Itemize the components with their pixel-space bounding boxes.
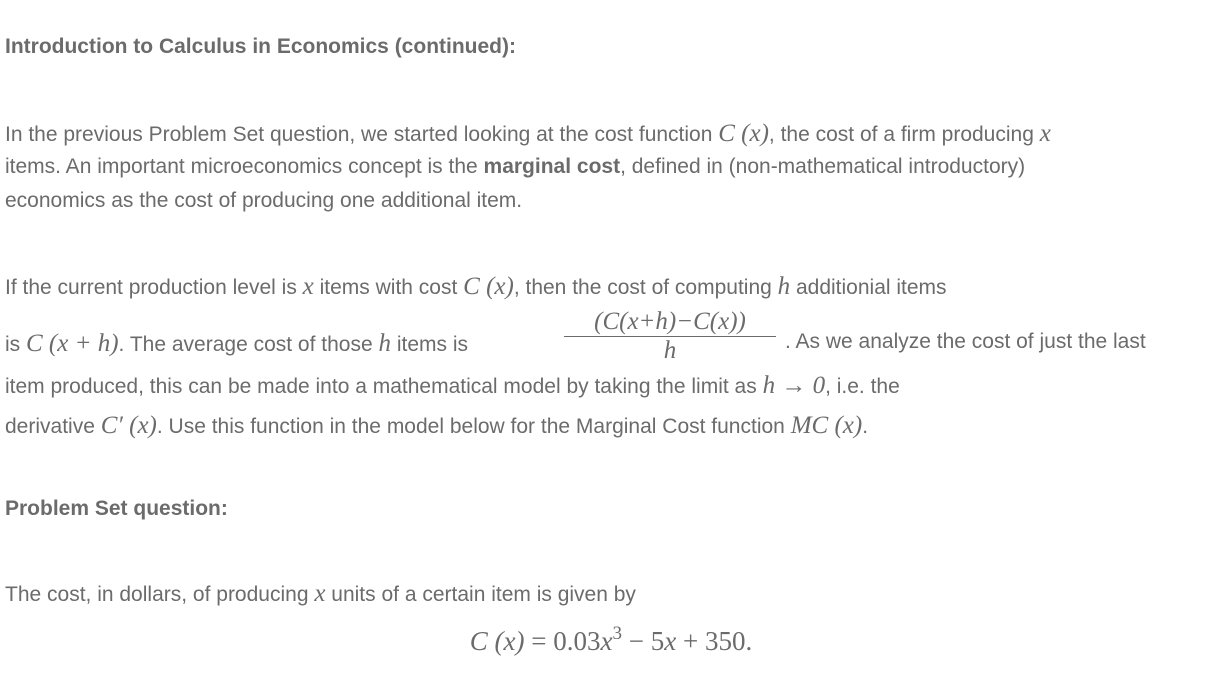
equation-eq: = 0.03 xyxy=(524,626,601,656)
math-cost-function: C (x) xyxy=(718,120,769,147)
math-derivative: C′ (x) xyxy=(100,412,157,439)
paragraph-2-line-2 xyxy=(5,331,468,356)
problem-heading: Problem Set question: xyxy=(5,497,228,520)
math-h: h xyxy=(378,330,391,357)
cost-equation xyxy=(0,623,1222,657)
text: , i.e. the xyxy=(825,375,900,398)
math-x: x xyxy=(302,273,314,300)
math-x: x xyxy=(314,580,326,607)
paragraph-2-line-4 xyxy=(5,413,868,438)
text: units of a certain item is given by xyxy=(325,583,636,606)
text: additionial items xyxy=(790,276,947,299)
equation-exponent: 3 xyxy=(612,623,622,644)
text: items is xyxy=(390,333,468,356)
paragraph-1-line-2 xyxy=(5,156,1025,177)
equation-minus: − 5 xyxy=(622,626,665,656)
math-x: x xyxy=(1039,120,1051,147)
text: . Use this function in the model below for the Marginal Cost function xyxy=(156,415,791,438)
paragraph-3-line-1 xyxy=(5,581,636,606)
paragraph-2-line-1 xyxy=(5,274,947,299)
math-cost-increment: C (x + h) xyxy=(26,330,119,357)
equation-x: x xyxy=(664,626,677,656)
text: . The average cost of those xyxy=(118,333,379,356)
text: , then the cost of computing xyxy=(513,276,778,299)
paragraph-1-line-1 xyxy=(5,121,1051,146)
fraction-denominator: h xyxy=(663,337,677,364)
text: , the cost of a firm producing xyxy=(768,123,1040,146)
text: item produced, this can be made into a mathematical model by taking the limit as xyxy=(5,375,763,398)
marginal-cost-term: marginal cost xyxy=(483,155,621,178)
text: is xyxy=(5,333,26,356)
text: items with cost xyxy=(313,276,464,299)
text: If the current production level is xyxy=(5,276,303,299)
paragraph-1-line-3: economics as the cost of producing one additional item. xyxy=(5,189,523,212)
text: The cost, in dollars, of producing xyxy=(5,583,315,606)
text: derivative xyxy=(5,415,101,438)
equation-x: x xyxy=(600,626,613,656)
paragraph-2-line-3 xyxy=(5,373,900,398)
fraction-numerator: (C(x+h)−C(x)) xyxy=(594,308,746,335)
math-cost-function: C (x) xyxy=(463,273,514,300)
text: , defined in (non-mathematical introductory) xyxy=(620,155,1026,178)
math-h: h xyxy=(777,273,791,300)
paragraph-2-line-2-end: . As we analyze the cost of just the last xyxy=(785,330,1146,353)
text: items. An important microeconomics concept is the xyxy=(5,155,484,178)
equation-lhs: C (x) xyxy=(469,626,525,656)
math-marginal-cost: MC (x) xyxy=(790,412,863,439)
text: . xyxy=(862,415,869,438)
math-limit: h → 0 xyxy=(762,372,826,399)
text: In the previous Problem Set question, we started looking at the cost function xyxy=(5,123,719,146)
average-cost-fraction xyxy=(564,309,776,363)
intro-heading: Introduction to Calculus in Economics (continued): xyxy=(5,35,516,58)
equation-tail: + 350. xyxy=(676,626,753,656)
